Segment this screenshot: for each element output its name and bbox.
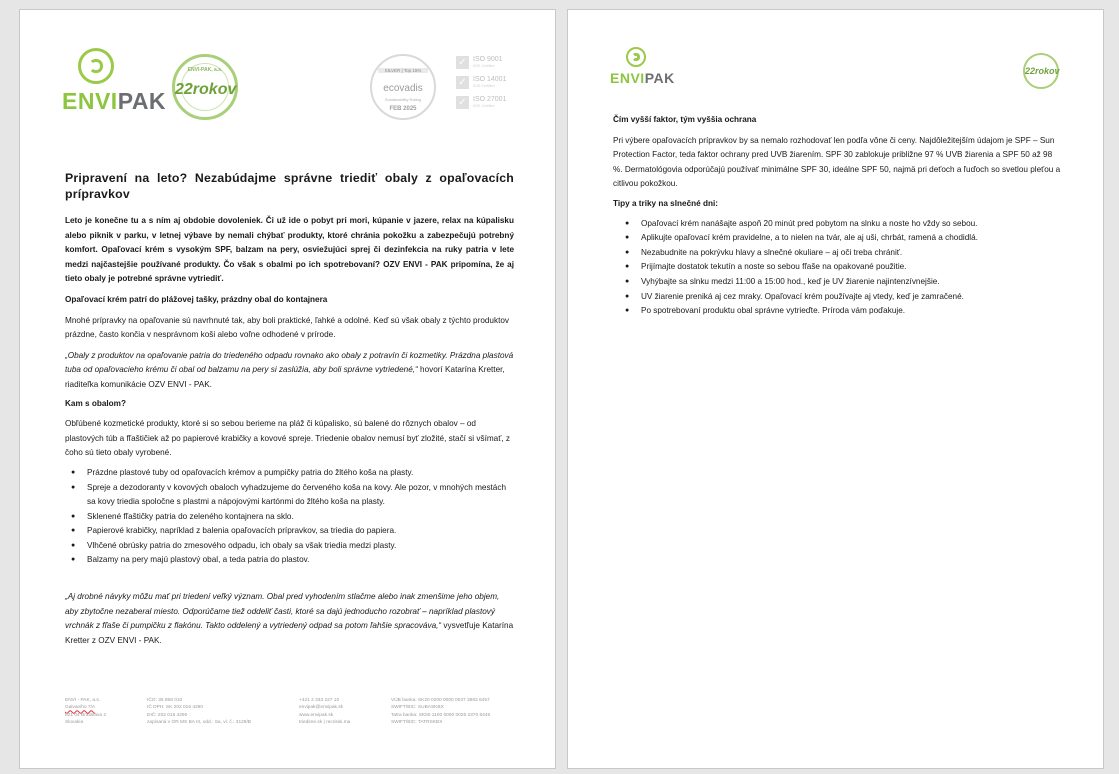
section-heading-spf: Čím vyšší faktor, tým vyššia ochrana: [613, 115, 757, 124]
check-icon: ✓: [456, 76, 469, 89]
section-heading-tips: Tipy a triky na slnečné dni:: [613, 198, 718, 208]
page-2-body: [613, 113, 1063, 319]
envipak-wordmark: ENVIPAK: [610, 70, 675, 86]
footer-company-ids: IČO: 35 858 010 IČ DPH: SK 202 016 4290 DIČ: 202 016 4290 zapísaná v OR MS BA III, odd.: Sa, vl. č.: 3129/B: [147, 698, 251, 726]
document-page-2: [567, 9, 1104, 769]
iso-14001: ✓ ISO 14001 SGS Certified: [456, 76, 506, 89]
list-item: ● UV žiarenie preniká aj cez mraky. Opaľovací krém používajte aj vtedy, keď je zamračené.: [613, 290, 1063, 305]
lead-paragraph: Leto je konečne tu a s ním aj obdobie dovoleniek. Či už ide o pobyt pri mori, kúpanie v jazere, relax na kúpalisku alebo piknik v parku, v letnej výbave by nemali chýbať produkty, ktoré chránia pokožku a zabezpečujú potrebný komfort. Opaľovací krém s vysokým SPF, balzam na pery, osviežujúci sprej či dezinfekcia na ruky patria v lete medzi najčastejšie používané produkty. Čo však s obalmi po ich spotrebovaní? OZV ENVI - PAK pripomína, že aj tieto obaly je potrebné správne vytriediť.: [65, 216, 514, 284]
list-item: ● Sklenené fľaštičky patria do zeleného kontajnera na sklo.: [71, 510, 514, 525]
check-icon: ✓: [456, 56, 469, 69]
document-page-1: [19, 9, 556, 769]
list-item: ● Balzamy na pery majú plastový obal, a teda patria do plastov.: [71, 553, 514, 568]
list-item: ● Aplikujte opaľovací krém pravidelne, a to nielen na tvár, ale aj uši, chrbát, ramená a chodidlá.: [613, 231, 1063, 246]
quote-2: „Aj drobné návyky môžu mať pri triedení veľký význam. Obal pred vyhodením stlačme alebo inak zmenšime jeho objem, aby zbytočne nezaberal miesto. Odporúčame tiež oddeliť časti, ktoré sa dajú jednoducho rozobrať – napríklad plastový vrchnák z fľaše či pumpičku z flakónu. Takto oddelený a vytriedený odpad sa potom ľahšie spracováva,“ vysvetľuje Katarína Kretter z OZV ENVI - PAK.: [65, 592, 514, 645]
anniversary-badge: ENVI-PAK, a.s. 22rokov: [172, 54, 238, 120]
iso-9001: ✓ ISO 9001 SGS Certified: [456, 56, 506, 69]
list-item: ● Opaľovací krém nanášajte aspoň 20 minút pred pobytom na slnku a noste ho vždy so sebou.: [613, 217, 1063, 232]
list-item: ● Vyhýbajte sa slnku medzi 11:00 a 15:00 hod., keď je UV žiarenie najintenzívnejšie.: [613, 275, 1063, 290]
envipak-wordmark: ENVIPAK: [62, 88, 167, 114]
tips-list: [613, 217, 1063, 319]
list-item: ● Spreje a dezodoranty v kovových obaloch vyhadzujeme do červeného koša na kovy. Ale pozor, v mnohých mestách sa kovy triedia spoločne s plastmi a nápojovými kartónmi do žltého koša na plasty.: [71, 481, 514, 510]
envipak-logo: [62, 48, 167, 114]
recycle-icon: [78, 48, 114, 84]
paragraph-spf: Pri výbere opaľovacích prípravkov by sa nemalo rozhodovať len podľa vône či ceny. Najdôležitejším údajom je SPF – Sun Protection Factor, teda faktor ochrany pred UVB žiarením. SPF 30 zablokuje približne 97 % UVB žiarenia a SPF 50 až 98 %. Dermatológovia odporúčajú používať minimálne SPF 30, ideálne SPF 50, najmä pri deťoch a ľuďoch so svetlou pleťou a citlivou pokožkou.: [613, 135, 1061, 189]
check-icon: ✓: [456, 96, 469, 109]
section-heading-sunscreen: Opaľovací krém patrí do plážovej tašky, prázdny obal do kontajnera: [65, 294, 328, 304]
footer-address: ENVI - PAK, a.s. Galvaniho 7/A 821 04 Bratislava 2 Slovakia: [65, 698, 107, 726]
iso-certifications: [456, 56, 506, 116]
list-item: ● Papierové krabičky, napríklad z balenia opaľovacích prípravkov, sa triedia do papiera.: [71, 524, 514, 539]
list-item: ● Vlhčené obrúsky patria do zmesového odpadu, ich obaly sa však triedia medzi plasty.: [71, 539, 514, 554]
anniversary-badge: 22rokov: [1023, 53, 1059, 89]
ecovadis-badge: SILVER | Top 15% ecovadis Sustainability Rating FEB 2025: [370, 54, 436, 120]
list-item: ● Po spotrebovaní produktu obal správne vytrieďte. Príroda vám poďakuje.: [613, 304, 1063, 319]
sorting-list: [71, 466, 514, 568]
list-item: ● Nezabudnite na pokrývku hlavy a slnečné okuliare – aj oči treba chrániť.: [613, 246, 1063, 261]
list-item: ● Prázdne plastové tuby od opaľovacích krémov a pumpičky patria do žltého koša na plasty.: [71, 466, 514, 481]
footer-bank: VÚB banka: SK20 0200 0000 0037 3883 6457 SWIFT/BIC: SUBASKBX Tatra banka: SK50 1100 0000 0026 2370 6445 SWIFT/BIC: TATRSKBX: [391, 698, 491, 726]
recycle-icon: [626, 47, 646, 67]
paragraph-sunscreen: Mnohé prípravky na opaľovanie sú navrhnuté tak, aby boli praktické, ľahké a odolné. Keď sú však obaly z týchto produktov prázdne, často končia v nesprávnom koši alebo voľne odhodené v prírode.: [65, 315, 509, 340]
iso-27001: ✓ ISO 27001 SGS Certified: [456, 96, 506, 109]
quote-1: „Obaly z produktov na opaľovanie patria do triedeného odpadu rovnako ako obaly z potravín či kozmetiky. Prázdna plastová tuba od opaľovacieho krému či obal od balzamu na pery si zaslúžia, aby boli správne vytriedené,“ hovorí Katarína Kretter, riaditeľka komunikácie OZV ENVI - PAK.: [65, 350, 514, 389]
document-title: Pripravení na leto? Nezabúdajme správne triediť obaly z opaľovacích prípravkov: [65, 171, 514, 201]
list-item: ● Prijímajte dostatok tekutín a noste so sebou fľaše na opakované použitie.: [613, 260, 1063, 275]
section-heading-where: Kam s obalom?: [65, 398, 126, 408]
footer-contacts: +421 2 333 227 10 envipak@envipak.sk www.envipak.sk triedime.sk | recrisisi.ma: [299, 698, 351, 726]
envipak-logo: [610, 47, 675, 86]
page-1-body: [65, 170, 514, 648]
paragraph-cosmetics: Obľúbené kozmetické produkty, ktoré si so sebou berieme na pláž či kúpalisko, sú balené do rôznych obalov – od plastových túb a fľaštičiek až po papierové krabičky a kovové spreje. Triedenie obalov nemusí byť zložité, stačí si všímať, z čoho sú tieto obaly vyrobené.: [65, 419, 510, 458]
